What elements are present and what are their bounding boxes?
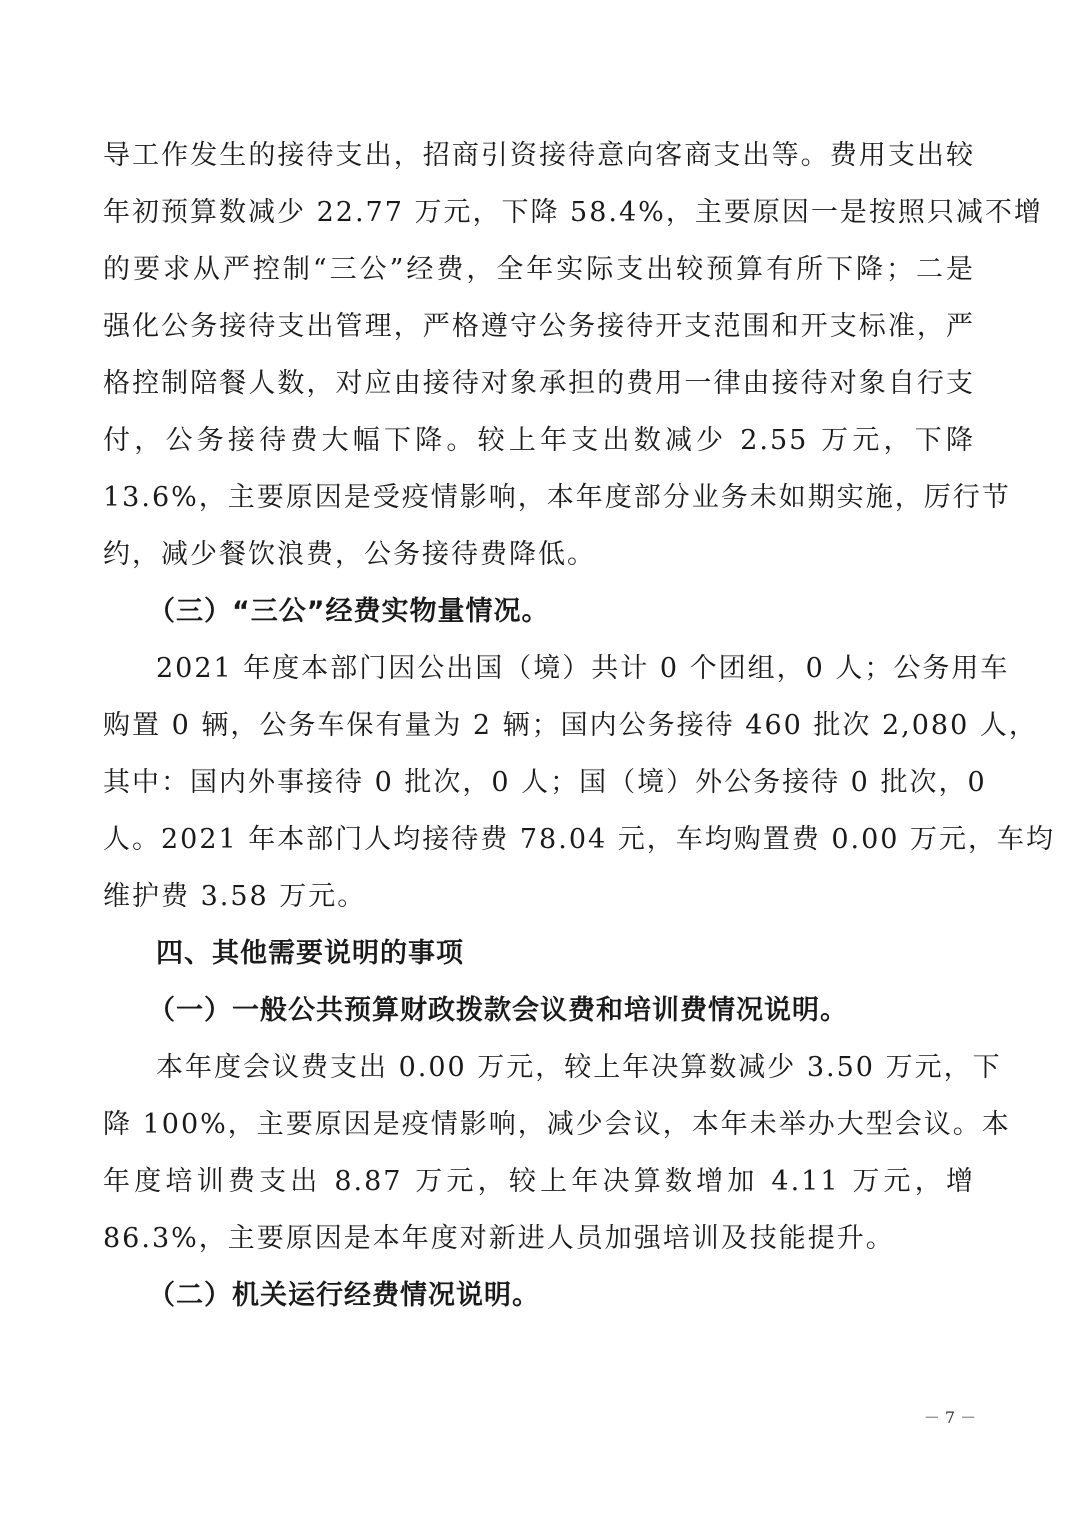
page-number: － 7 －: [923, 1408, 977, 1427]
paragraph-line: 的要求从严控制“三公”经费，全年实际支出较预算有所下降；二是: [103, 254, 975, 285]
paragraph-line: 年初预算数减少 22.77 万元，下降 58.4%，主要原因一是按照只减不增: [103, 197, 1043, 228]
paragraph-line: 格控制陪餐人数，对应由接待对象承担的费用一律由接待对象自行支: [103, 368, 975, 399]
section-subheading-2: （二）机关运行经费情况说明。: [148, 1280, 540, 1311]
paragraph-line: 导工作发生的接待支出，招商引资接待意向客商支出等。费用支出较: [103, 140, 975, 171]
paragraph-line: 约，减少餐饮浪费，公务接待费降低。: [103, 539, 596, 570]
paragraph-line: 2021 年度本部门因公出国（境）共计 0 个团组，0 人；公务用车: [156, 653, 1010, 684]
paragraph-line: 降 100%，主要原因是疫情影响，减少会议，本年未举办大型会议。本: [103, 1109, 1011, 1140]
section-heading-4: 四、其他需要说明的事项: [156, 938, 464, 969]
paragraph-line: 本年度会议费支出 0.00 万元，较上年决算数减少 3.50 万元，下: [156, 1052, 1002, 1083]
paragraph-line: 购置 0 辆，公务车保有量为 2 辆；国内公务接待 460 批次 2,080 人，: [103, 710, 1038, 741]
paragraph-line: 13.6%，主要原因是受疫情影响，本年度部分业务未如期实施，厉行节: [103, 482, 1011, 513]
paragraph-line: 86.3%，主要原因是本年度对新进人员加强培训及技能提升。: [103, 1223, 895, 1254]
section-subheading-1: （一）一般公共预算财政拨款会议费和培训费情况说明。: [148, 995, 848, 1026]
paragraph-line: 其中：国内外事接待 0 批次，0 人；国（境）外公务接待 0 批次，0: [103, 767, 987, 798]
paragraph-line: 年度培训费支出 8.87 万元，较上年决算数增加 4.11 万元，增: [103, 1166, 975, 1197]
paragraph-line: 维护费 3.58 万元。: [103, 881, 367, 912]
paragraph-line: 人。2021 年本部门人均接待费 78.04 元，车均购置费 0.00 万元，车均: [103, 824, 1056, 855]
section-subheading-3: （三）“三公”经费实物量情况。: [148, 596, 550, 627]
paragraph-line: 付，公务接待费大幅下降。较上年支出数减少 2.55 万元，下降: [103, 425, 975, 456]
paragraph-line: 强化公务接待支出管理，严格遵守公务接待开支范围和开支标准，严: [103, 311, 975, 342]
